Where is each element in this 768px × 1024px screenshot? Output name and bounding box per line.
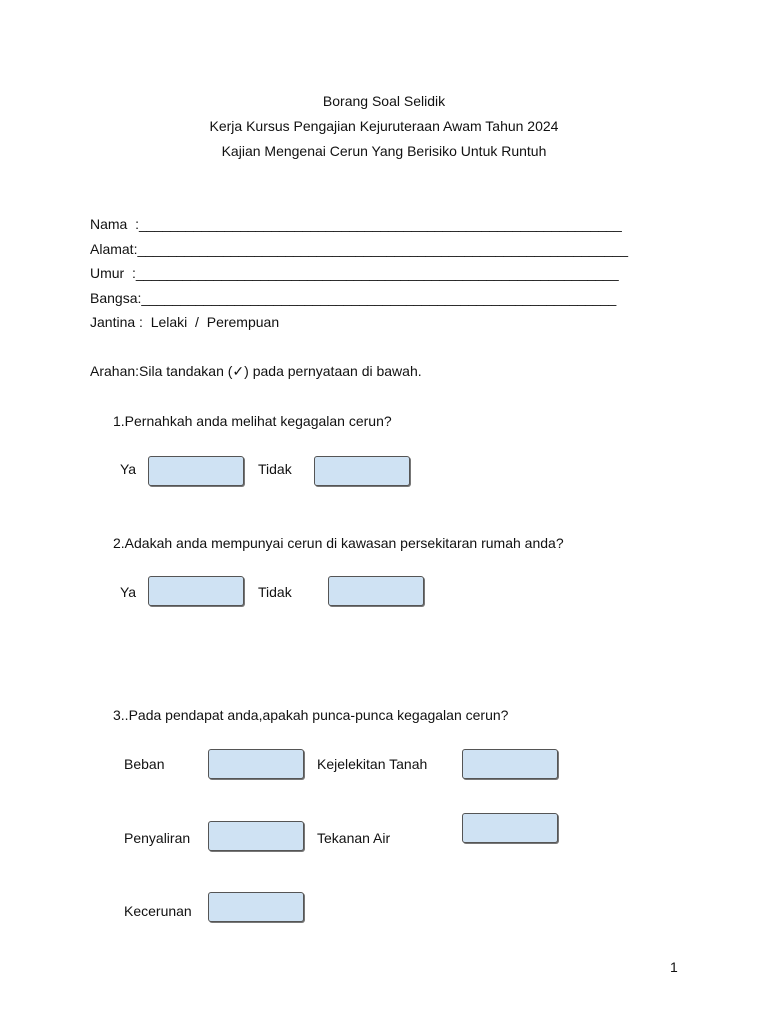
gender-field-line: Jantina : Lelaki / Perempuan — [90, 314, 280, 330]
instruction-text: Arahan:Sila tandakan (✓) pada pernyataan di bawah. — [90, 363, 422, 379]
q3-option-label-kejelekitan-tanah: Kejelekitan Tanah — [317, 756, 428, 772]
q3-option-label-penyaliran: Penyaliran — [124, 830, 191, 846]
form-title: Borang Soal Selidik — [322, 93, 446, 109]
form-subtitle: Kerja Kursus Pengajian Kejuruteraan Awam Tahun 2024 — [209, 118, 559, 134]
q1-tidak-checkbox[interactable] — [314, 456, 410, 486]
q3-beban-checkbox[interactable] — [208, 749, 304, 779]
q2-option-label-ya: Ya — [120, 584, 137, 600]
race-field-line[interactable]: Bangsa:_____________________________________________________________ — [90, 290, 617, 306]
name-field-line[interactable]: Nama :______________________________________________________________ — [90, 216, 622, 232]
q3-option-label-beban: Beban — [124, 756, 165, 772]
q1-option-label-ya: Ya — [120, 461, 137, 477]
q3-option-label-tekanan-air: Tekanan Air — [317, 830, 391, 846]
q3-tekanan-air-checkbox[interactable] — [462, 813, 558, 843]
question-3: 3..Pada pendapat anda,apakah punca-punca kegagalan cerun? — [113, 707, 509, 723]
age-field-line[interactable]: Umur :______________________________________________________________ — [90, 265, 619, 281]
q3-option-label-kecerunan: Kecerunan — [124, 903, 192, 919]
form-topic: Kajian Mengenai Cerun Yang Berisiko Untuk Runtuh — [221, 143, 547, 159]
q2-ya-checkbox[interactable] — [148, 576, 244, 606]
q3-kejelekitan-tanah-checkbox[interactable] — [462, 749, 558, 779]
q3-penyaliran-checkbox[interactable] — [208, 821, 304, 851]
question-1: 1.Pernahkah anda melihat kegagalan cerun? — [113, 413, 392, 429]
question-2: 2.Adakah anda mempunyai cerun di kawasan persekitaran rumah anda? — [113, 535, 564, 551]
q1-ya-checkbox[interactable] — [148, 456, 244, 486]
page-number: 1 — [670, 959, 678, 975]
address-field-line[interactable]: Alamat:_______________________________________________________________ — [90, 241, 628, 257]
q3-kecerunan-checkbox[interactable] — [208, 892, 304, 922]
q2-option-label-tidak: Tidak — [258, 584, 292, 600]
q1-option-label-tidak: Tidak — [258, 461, 292, 477]
q2-tidak-checkbox[interactable] — [328, 576, 424, 606]
